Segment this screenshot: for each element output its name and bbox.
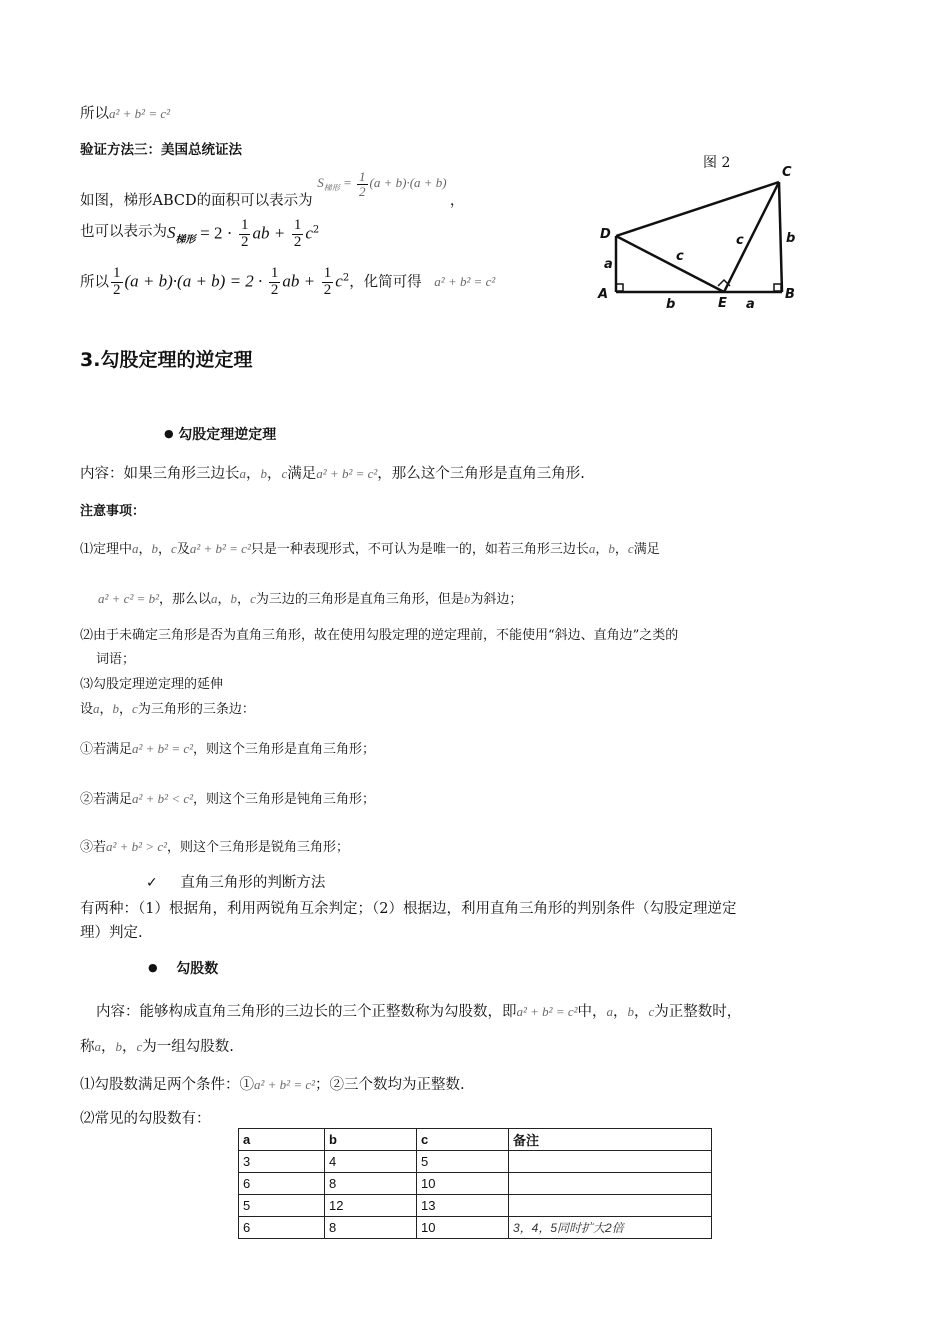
figure-caption: 图 2 — [703, 155, 731, 171]
label-a-left: a — [604, 257, 613, 272]
so-line: 所以a² + b² = c² — [80, 106, 171, 122]
checkmark-icon: ✓ — [146, 875, 158, 891]
notes-title: 注意事项： — [80, 504, 146, 519]
note3-set: 设a，b，c为三角形的三条边： — [80, 701, 255, 717]
pn-conditions: ⑴勾股数满足两个条件：①a² + b² = c²；②三个数均为正整数. — [80, 1077, 465, 1093]
pn-common: ⑵常见的勾股数有： — [80, 1111, 211, 1127]
line2: 也可以表示为$S_{梯形} = 2$ · $\frac{1}{2}$ ab + $\frac{1}{2}$ $c^2$ — [80, 217, 320, 250]
table-row: 6 8 10 — [239, 1173, 712, 1195]
label-b-bottom: b — [666, 297, 676, 310]
header-a: a — [239, 1129, 325, 1151]
line1: 如图，梯形ABCD的面积可以表示为 $S_{梯形}$ = $\frac{1}{2}$ (a + b)·(a + b) ， — [80, 169, 465, 210]
point-B: B — [785, 287, 795, 302]
trapezoid-figure — [594, 160, 804, 310]
bullet-icon: ● — [164, 427, 174, 440]
content-line: 内容：如果三角形三边长a，b，c满足a² + b² = c²，那么这个三角形是直角三角形. — [80, 466, 585, 482]
label-b-right: b — [786, 231, 796, 246]
bullet-converse-theorem: ● 勾股定理逆定理 — [164, 427, 277, 443]
pn-line1: 内容：能够构成直角三角形的三边长的三个正整数称为勾股数，即a² + b² = c²中，a，b，c为正整数时， — [96, 1004, 742, 1020]
note2-line1: ⑵由于未确定三角形是否为直角三角形，故在使用勾股定理的逆定理前，不能使用“斜边、直角边”之类的 — [80, 628, 679, 643]
case-acute-triangle: ③若a² + b² > c²，则这个三角形是锐角三角形； — [80, 839, 350, 855]
table-row: 5 12 13 — [239, 1195, 712, 1217]
point-C: C — [782, 165, 792, 180]
label-a-bottom: a — [746, 297, 755, 310]
side-CD — [616, 182, 779, 236]
section3-title: 3.勾股定理的逆定理 — [80, 349, 253, 371]
case-obtuse-triangle: ②若满足a² + b² < c²，则这个三角形是钝角三角形； — [80, 791, 376, 807]
so-formula: a² + b² = c² — [109, 106, 171, 121]
label-c-ec: c — [736, 233, 744, 248]
line3: 所以 $\frac{1}{2}$ (a + b)·(a + b) = 2 · $\frac{1}{2}$ ab + $\frac{1}{2}$ $c^2$，化简可得 a² + b² = c² — [80, 265, 496, 298]
case-right-triangle: ①若满足a² + b² = c²，则这个三角形是直角三角形； — [80, 741, 376, 757]
bullet-icon: ● — [148, 961, 158, 974]
right-angle-B — [774, 284, 781, 291]
table-row: 3 4 5 — [239, 1151, 712, 1173]
pn-line2: 称a，b，c为一组勾股数. — [80, 1039, 234, 1055]
header-b: b — [325, 1129, 417, 1151]
table-row: 6 8 10 3，4，5同时扩大2倍 — [239, 1217, 712, 1239]
side-DE — [616, 236, 724, 292]
judge-line1: 有两种：（1）根据角，利用两锐角互余判定；（2）根据边，利用直角三角形的判别条件（勾股定理逆定 — [80, 901, 737, 917]
header-c: c — [417, 1129, 509, 1151]
side-BC — [779, 182, 782, 292]
header-note: 备注 — [509, 1129, 712, 1151]
note1-line1: ⑴定理中a，b，c及a² + b² = c²只是一种表现形式，不可认为是唯一的，如若三角形三边长a，b，c满足 — [80, 541, 660, 557]
check-item: ✓ 直角三角形的判断方法 — [146, 875, 326, 891]
point-A: A — [598, 287, 609, 302]
judge-line2: 理）判定. — [80, 925, 143, 941]
table-header-row — [239, 1129, 712, 1151]
bullet-pythagorean-numbers: ● 勾股数 — [148, 961, 219, 977]
note3-title: ⑶勾股定理逆定理的延伸 — [80, 677, 224, 692]
point-E: E — [718, 296, 727, 310]
note1-line2: a² + c² = b²，那么以a，b，c为三边的三角形是直角三角形，但是b为斜边； — [98, 591, 523, 607]
point-D: D — [600, 227, 611, 242]
label-c-de: c — [676, 249, 684, 264]
note2-line2: 词语； — [96, 652, 136, 667]
method3-title: 验证方法三：美国总统证法 — [80, 142, 242, 158]
pythagorean-triples-table — [238, 1128, 712, 1239]
